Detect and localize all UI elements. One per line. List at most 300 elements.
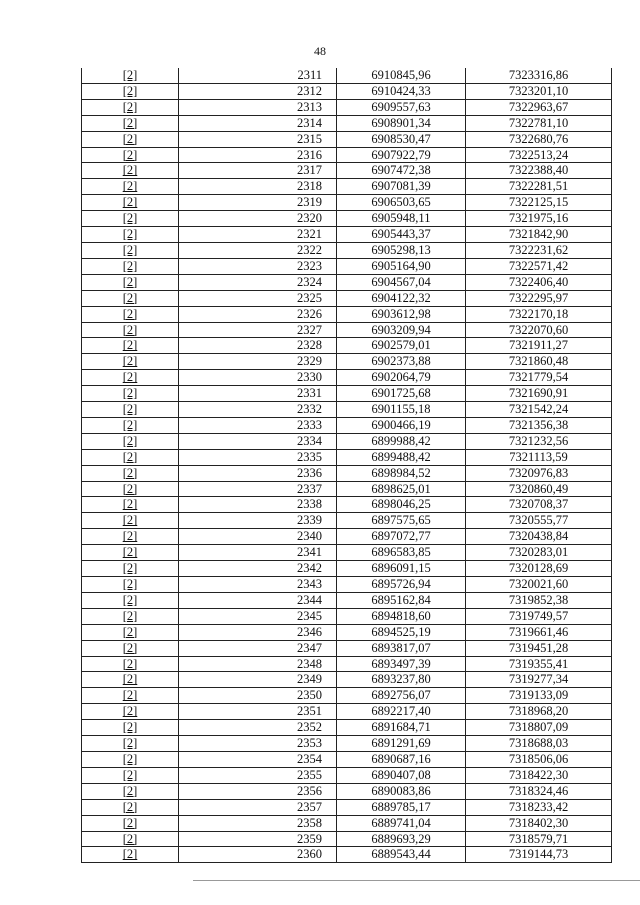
source-ref-cell — [82, 561, 179, 577]
point-number-cell: 2320 — [179, 211, 337, 227]
source-ref-cell — [82, 386, 179, 402]
x-coordinate-cell: 6903612,98 — [337, 306, 466, 322]
y-coordinate-cell: 7321690,91 — [466, 386, 612, 402]
table-row — [82, 99, 612, 115]
y-coordinate-cell: 7321356,38 — [466, 417, 612, 433]
table-row — [82, 640, 612, 656]
source-ref-cell — [82, 529, 179, 545]
y-coordinate-cell: 7318402,30 — [466, 815, 612, 831]
source-ref-cell — [82, 99, 179, 115]
table-row — [82, 624, 612, 640]
point-number-cell: 2318 — [179, 179, 337, 195]
y-coordinate-cell: 7319277,34 — [466, 672, 612, 688]
source-ref-cell — [82, 672, 179, 688]
source-ref-cell — [82, 720, 179, 736]
y-coordinate-cell: 7321842,90 — [466, 227, 612, 243]
table-row — [82, 402, 612, 418]
x-coordinate-cell: 6893817,07 — [337, 640, 466, 656]
y-coordinate-cell: 7320555,77 — [466, 513, 612, 529]
source-ref-text: [2] — [122, 624, 138, 639]
table-row — [82, 577, 612, 593]
point-number-cell: 2343 — [179, 577, 337, 593]
source-ref-text: [2] — [122, 672, 138, 687]
x-coordinate-cell: 6906503,65 — [337, 195, 466, 211]
y-coordinate-cell: 7318324,46 — [466, 783, 612, 799]
source-ref-text: [2] — [122, 529, 138, 544]
table-row — [82, 449, 612, 465]
point-number-cell: 2349 — [179, 672, 337, 688]
source-ref-cell — [82, 179, 179, 195]
table-row — [82, 115, 612, 131]
x-coordinate-cell: 6900466,19 — [337, 417, 466, 433]
source-ref-text: [2] — [122, 68, 138, 82]
page-number: 48 — [314, 44, 326, 58]
bottom-divider — [193, 880, 640, 881]
point-number-cell: 2333 — [179, 417, 337, 433]
x-coordinate-cell: 6895726,94 — [337, 577, 466, 593]
source-ref-cell — [82, 767, 179, 783]
source-ref-cell — [82, 847, 179, 863]
source-ref-text: [2] — [122, 306, 138, 321]
source-ref-text: [2] — [122, 704, 138, 719]
source-ref-text: [2] — [122, 195, 138, 210]
point-number-cell: 2316 — [179, 147, 337, 163]
point-number-cell: 2328 — [179, 338, 337, 354]
source-ref-text: [2] — [122, 481, 138, 496]
y-coordinate-cell: 7321860,48 — [466, 354, 612, 370]
point-number-cell: 2311 — [179, 68, 337, 83]
source-ref-text: [2] — [122, 751, 138, 766]
x-coordinate-cell: 6909557,63 — [337, 99, 466, 115]
source-ref-cell — [82, 211, 179, 227]
x-coordinate-cell: 6910845,96 — [337, 68, 466, 83]
y-coordinate-cell: 7320976,83 — [466, 465, 612, 481]
source-ref-text: [2] — [122, 322, 138, 337]
source-ref-text: [2] — [122, 815, 138, 830]
point-number-cell: 2345 — [179, 608, 337, 624]
y-coordinate-cell: 7322125,15 — [466, 195, 612, 211]
table-row — [82, 322, 612, 338]
x-coordinate-cell: 6901725,68 — [337, 386, 466, 402]
point-number-cell: 2348 — [179, 656, 337, 672]
source-ref-cell — [82, 83, 179, 99]
point-number-cell: 2335 — [179, 449, 337, 465]
y-coordinate-cell: 7321975,16 — [466, 211, 612, 227]
point-number-cell: 2351 — [179, 704, 337, 720]
point-number-cell: 2314 — [179, 115, 337, 131]
source-ref-cell — [82, 370, 179, 386]
table-row — [82, 847, 612, 863]
point-number-cell: 2312 — [179, 83, 337, 99]
table-row — [82, 433, 612, 449]
x-coordinate-cell: 6897072,77 — [337, 529, 466, 545]
table-row — [82, 306, 612, 322]
source-ref-text: [2] — [122, 83, 138, 98]
source-ref-text: [2] — [122, 338, 138, 353]
source-ref-cell — [82, 783, 179, 799]
x-coordinate-cell: 6891684,71 — [337, 720, 466, 736]
source-ref-text: [2] — [122, 258, 138, 273]
table-row — [82, 338, 612, 354]
x-coordinate-cell: 6905164,90 — [337, 258, 466, 274]
y-coordinate-cell: 7318506,06 — [466, 751, 612, 767]
source-ref-text: [2] — [122, 179, 138, 194]
source-ref-text: [2] — [122, 640, 138, 655]
y-coordinate-cell: 7320021,60 — [466, 577, 612, 593]
point-number-cell: 2324 — [179, 274, 337, 290]
source-ref-cell — [82, 433, 179, 449]
point-number-cell: 2358 — [179, 815, 337, 831]
y-coordinate-cell: 7319133,09 — [466, 688, 612, 704]
table-row — [82, 258, 612, 274]
y-coordinate-cell: 7322070,60 — [466, 322, 612, 338]
point-number-cell: 2350 — [179, 688, 337, 704]
x-coordinate-cell: 6907472,38 — [337, 163, 466, 179]
table-row — [82, 211, 612, 227]
source-ref-cell — [82, 799, 179, 815]
point-number-cell: 2346 — [179, 624, 337, 640]
source-ref-text: [2] — [122, 497, 138, 512]
source-ref-text: [2] — [122, 720, 138, 735]
x-coordinate-cell: 6889785,17 — [337, 799, 466, 815]
point-number-cell: 2322 — [179, 242, 337, 258]
x-coordinate-cell: 6896091,15 — [337, 561, 466, 577]
source-ref-text: [2] — [122, 433, 138, 448]
x-coordinate-cell: 6889543,44 — [337, 847, 466, 863]
y-coordinate-cell: 7320438,84 — [466, 529, 612, 545]
table-row — [82, 68, 612, 83]
source-ref-text: [2] — [122, 402, 138, 417]
y-coordinate-cell: 7319451,28 — [466, 640, 612, 656]
table-row — [82, 783, 612, 799]
point-number-cell: 2334 — [179, 433, 337, 449]
source-ref-cell — [82, 242, 179, 258]
source-ref-text: [2] — [122, 783, 138, 798]
source-ref-cell — [82, 163, 179, 179]
point-number-cell: 2338 — [179, 497, 337, 513]
source-ref-text: [2] — [122, 163, 138, 178]
y-coordinate-cell: 7321113,59 — [466, 449, 612, 465]
table-row — [82, 799, 612, 815]
source-ref-cell — [82, 545, 179, 561]
table-row — [82, 497, 612, 513]
y-coordinate-cell: 7322406,40 — [466, 274, 612, 290]
x-coordinate-cell: 6902064,79 — [337, 370, 466, 386]
source-ref-text: [2] — [122, 465, 138, 480]
point-number-cell: 2321 — [179, 227, 337, 243]
point-number-cell: 2319 — [179, 195, 337, 211]
point-number-cell: 2315 — [179, 131, 337, 147]
point-number-cell: 2357 — [179, 799, 337, 815]
source-ref-text: [2] — [122, 147, 138, 162]
x-coordinate-cell: 6910424,33 — [337, 83, 466, 99]
y-coordinate-cell: 7323201,10 — [466, 83, 612, 99]
source-ref-text: [2] — [122, 799, 138, 814]
table-row — [82, 290, 612, 306]
source-ref-text: [2] — [122, 99, 138, 114]
table-row — [82, 672, 612, 688]
point-number-cell: 2353 — [179, 736, 337, 752]
table-row — [82, 481, 612, 497]
point-number-cell: 2331 — [179, 386, 337, 402]
y-coordinate-cell: 7318688,03 — [466, 736, 612, 752]
y-coordinate-cell: 7320708,37 — [466, 497, 612, 513]
table-row — [82, 592, 612, 608]
table-row — [82, 561, 612, 577]
x-coordinate-cell: 6899488,42 — [337, 449, 466, 465]
y-coordinate-cell: 7322963,67 — [466, 99, 612, 115]
table-row — [82, 227, 612, 243]
table-row — [82, 386, 612, 402]
table-row — [82, 83, 612, 99]
y-coordinate-cell: 7322281,51 — [466, 179, 612, 195]
source-ref-text: [2] — [122, 736, 138, 751]
table-row — [82, 354, 612, 370]
x-coordinate-cell: 6903209,94 — [337, 322, 466, 338]
y-coordinate-cell: 7319355,41 — [466, 656, 612, 672]
y-coordinate-cell: 7319144,73 — [466, 847, 612, 863]
table-row — [82, 704, 612, 720]
source-ref-cell — [82, 577, 179, 593]
y-coordinate-cell: 7319749,57 — [466, 608, 612, 624]
table-row — [82, 465, 612, 481]
table-row — [82, 751, 612, 767]
point-number-cell: 2342 — [179, 561, 337, 577]
source-ref-cell — [82, 481, 179, 497]
x-coordinate-cell: 6890687,16 — [337, 751, 466, 767]
y-coordinate-cell: 7321911,27 — [466, 338, 612, 354]
table-row — [82, 736, 612, 752]
source-ref-text: [2] — [122, 608, 138, 623]
x-coordinate-cell: 6901155,18 — [337, 402, 466, 418]
source-ref-cell — [82, 306, 179, 322]
source-ref-cell — [82, 131, 179, 147]
x-coordinate-cell: 6893237,80 — [337, 672, 466, 688]
source-ref-cell — [82, 640, 179, 656]
source-ref-cell — [82, 831, 179, 847]
source-ref-cell — [82, 449, 179, 465]
source-ref-cell — [82, 338, 179, 354]
table-row — [82, 179, 612, 195]
source-ref-cell — [82, 656, 179, 672]
source-ref-cell — [82, 513, 179, 529]
table-row — [82, 370, 612, 386]
y-coordinate-cell: 7322680,76 — [466, 131, 612, 147]
x-coordinate-cell: 6893497,39 — [337, 656, 466, 672]
y-coordinate-cell: 7321232,56 — [466, 433, 612, 449]
y-coordinate-cell: 7318233,42 — [466, 799, 612, 815]
source-ref-cell — [82, 624, 179, 640]
source-ref-text: [2] — [122, 115, 138, 130]
y-coordinate-cell: 7321542,24 — [466, 402, 612, 418]
y-coordinate-cell: 7322571,42 — [466, 258, 612, 274]
source-ref-cell — [82, 147, 179, 163]
source-ref-text: [2] — [122, 211, 138, 226]
x-coordinate-cell: 6890407,08 — [337, 767, 466, 783]
table-row — [82, 831, 612, 847]
y-coordinate-cell: 7322170,18 — [466, 306, 612, 322]
y-coordinate-cell: 7318579,71 — [466, 831, 612, 847]
table-row — [82, 195, 612, 211]
y-coordinate-cell: 7318422,30 — [466, 767, 612, 783]
source-ref-text: [2] — [122, 513, 138, 528]
y-coordinate-cell: 7321779,54 — [466, 370, 612, 386]
source-ref-text: [2] — [122, 449, 138, 464]
point-number-cell: 2359 — [179, 831, 337, 847]
source-ref-text: [2] — [122, 370, 138, 385]
table-row — [82, 131, 612, 147]
source-ref-cell — [82, 354, 179, 370]
x-coordinate-cell: 6896583,85 — [337, 545, 466, 561]
point-number-cell: 2313 — [179, 99, 337, 115]
table-row — [82, 545, 612, 561]
y-coordinate-cell: 7320128,69 — [466, 561, 612, 577]
source-ref-cell — [82, 608, 179, 624]
source-ref-text: [2] — [122, 242, 138, 257]
source-ref-text: [2] — [122, 767, 138, 782]
source-ref-cell — [82, 465, 179, 481]
y-coordinate-cell: 7319852,38 — [466, 592, 612, 608]
source-ref-text: [2] — [122, 831, 138, 846]
source-ref-cell — [82, 322, 179, 338]
source-ref-cell — [82, 290, 179, 306]
x-coordinate-cell: 6898625,01 — [337, 481, 466, 497]
x-coordinate-cell: 6894818,60 — [337, 608, 466, 624]
x-coordinate-cell: 6908901,34 — [337, 115, 466, 131]
coordinates-table-body — [82, 68, 612, 863]
x-coordinate-cell: 6907922,79 — [337, 147, 466, 163]
x-coordinate-cell: 6889741,04 — [337, 815, 466, 831]
point-number-cell: 2323 — [179, 258, 337, 274]
y-coordinate-cell: 7319661,46 — [466, 624, 612, 640]
source-ref-text: [2] — [122, 592, 138, 607]
y-coordinate-cell: 7318968,20 — [466, 704, 612, 720]
point-number-cell: 2344 — [179, 592, 337, 608]
point-number-cell: 2329 — [179, 354, 337, 370]
x-coordinate-cell: 6894525,19 — [337, 624, 466, 640]
y-coordinate-cell: 7322295,97 — [466, 290, 612, 306]
x-coordinate-cell: 6892217,40 — [337, 704, 466, 720]
source-ref-text: [2] — [122, 386, 138, 401]
x-coordinate-cell: 6897575,65 — [337, 513, 466, 529]
y-coordinate-cell: 7322781,10 — [466, 115, 612, 131]
point-number-cell: 2341 — [179, 545, 337, 561]
x-coordinate-cell: 6899988,42 — [337, 433, 466, 449]
x-coordinate-cell: 6902373,88 — [337, 354, 466, 370]
y-coordinate-cell: 7322231,62 — [466, 242, 612, 258]
source-ref-cell — [82, 195, 179, 211]
point-number-cell: 2326 — [179, 306, 337, 322]
x-coordinate-cell: 6904567,04 — [337, 274, 466, 290]
source-ref-text: [2] — [122, 227, 138, 242]
source-ref-cell — [82, 688, 179, 704]
source-ref-text: [2] — [122, 577, 138, 591]
x-coordinate-cell: 6891291,69 — [337, 736, 466, 752]
table-row — [82, 608, 612, 624]
source-ref-text: [2] — [122, 131, 138, 146]
x-coordinate-cell: 6892756,07 — [337, 688, 466, 704]
x-coordinate-cell: 6895162,84 — [337, 592, 466, 608]
point-number-cell: 2337 — [179, 481, 337, 497]
source-ref-cell — [82, 497, 179, 513]
y-coordinate-cell: 7320283,01 — [466, 545, 612, 561]
y-coordinate-cell: 7320860,49 — [466, 481, 612, 497]
source-ref-text: [2] — [122, 545, 138, 560]
y-coordinate-cell: 7322388,40 — [466, 163, 612, 179]
coordinates-table — [81, 68, 612, 863]
x-coordinate-cell: 6898046,25 — [337, 497, 466, 513]
x-coordinate-cell: 6908530,47 — [337, 131, 466, 147]
table-row — [82, 720, 612, 736]
source-ref-text: [2] — [122, 354, 138, 369]
source-ref-text: [2] — [122, 561, 138, 576]
point-number-cell: 2355 — [179, 767, 337, 783]
source-ref-text: [2] — [122, 290, 138, 305]
x-coordinate-cell: 6907081,39 — [337, 179, 466, 195]
source-ref-cell — [82, 68, 179, 83]
point-number-cell: 2332 — [179, 402, 337, 418]
table-row — [82, 767, 612, 783]
source-ref-text: [2] — [122, 417, 138, 432]
x-coordinate-cell: 6905948,11 — [337, 211, 466, 227]
table-row — [82, 513, 612, 529]
table-row — [82, 529, 612, 545]
x-coordinate-cell: 6890083,86 — [337, 783, 466, 799]
point-number-cell: 2340 — [179, 529, 337, 545]
table-row — [82, 417, 612, 433]
point-number-cell: 2360 — [179, 847, 337, 863]
source-ref-cell — [82, 704, 179, 720]
point-number-cell: 2352 — [179, 720, 337, 736]
source-ref-cell — [82, 417, 179, 433]
x-coordinate-cell: 6889693,29 — [337, 831, 466, 847]
source-ref-text: [2] — [122, 274, 138, 289]
table-row — [82, 163, 612, 179]
source-ref-cell — [82, 227, 179, 243]
point-number-cell: 2347 — [179, 640, 337, 656]
point-number-cell: 2356 — [179, 783, 337, 799]
source-ref-text: [2] — [122, 656, 138, 671]
x-coordinate-cell: 6905443,37 — [337, 227, 466, 243]
point-number-cell: 2330 — [179, 370, 337, 386]
source-ref-cell — [82, 274, 179, 290]
y-coordinate-cell: 7322513,24 — [466, 147, 612, 163]
point-number-cell: 2354 — [179, 751, 337, 767]
x-coordinate-cell: 6898984,52 — [337, 465, 466, 481]
point-number-cell: 2327 — [179, 322, 337, 338]
source-ref-cell — [82, 592, 179, 608]
point-number-cell: 2317 — [179, 163, 337, 179]
source-ref-cell — [82, 736, 179, 752]
source-ref-cell — [82, 815, 179, 831]
x-coordinate-cell: 6904122,32 — [337, 290, 466, 306]
point-number-cell: 2336 — [179, 465, 337, 481]
table-row — [82, 656, 612, 672]
y-coordinate-cell: 7318807,09 — [466, 720, 612, 736]
table-row — [82, 274, 612, 290]
source-ref-cell — [82, 402, 179, 418]
table-row — [82, 688, 612, 704]
source-ref-text: [2] — [122, 688, 138, 703]
point-number-cell: 2325 — [179, 290, 337, 306]
x-coordinate-cell: 6902579,01 — [337, 338, 466, 354]
source-ref-cell — [82, 115, 179, 131]
source-ref-cell — [82, 258, 179, 274]
source-ref-text: [2] — [122, 847, 138, 862]
table-row — [82, 147, 612, 163]
table-row — [82, 815, 612, 831]
y-coordinate-cell: 7323316,86 — [466, 68, 612, 83]
